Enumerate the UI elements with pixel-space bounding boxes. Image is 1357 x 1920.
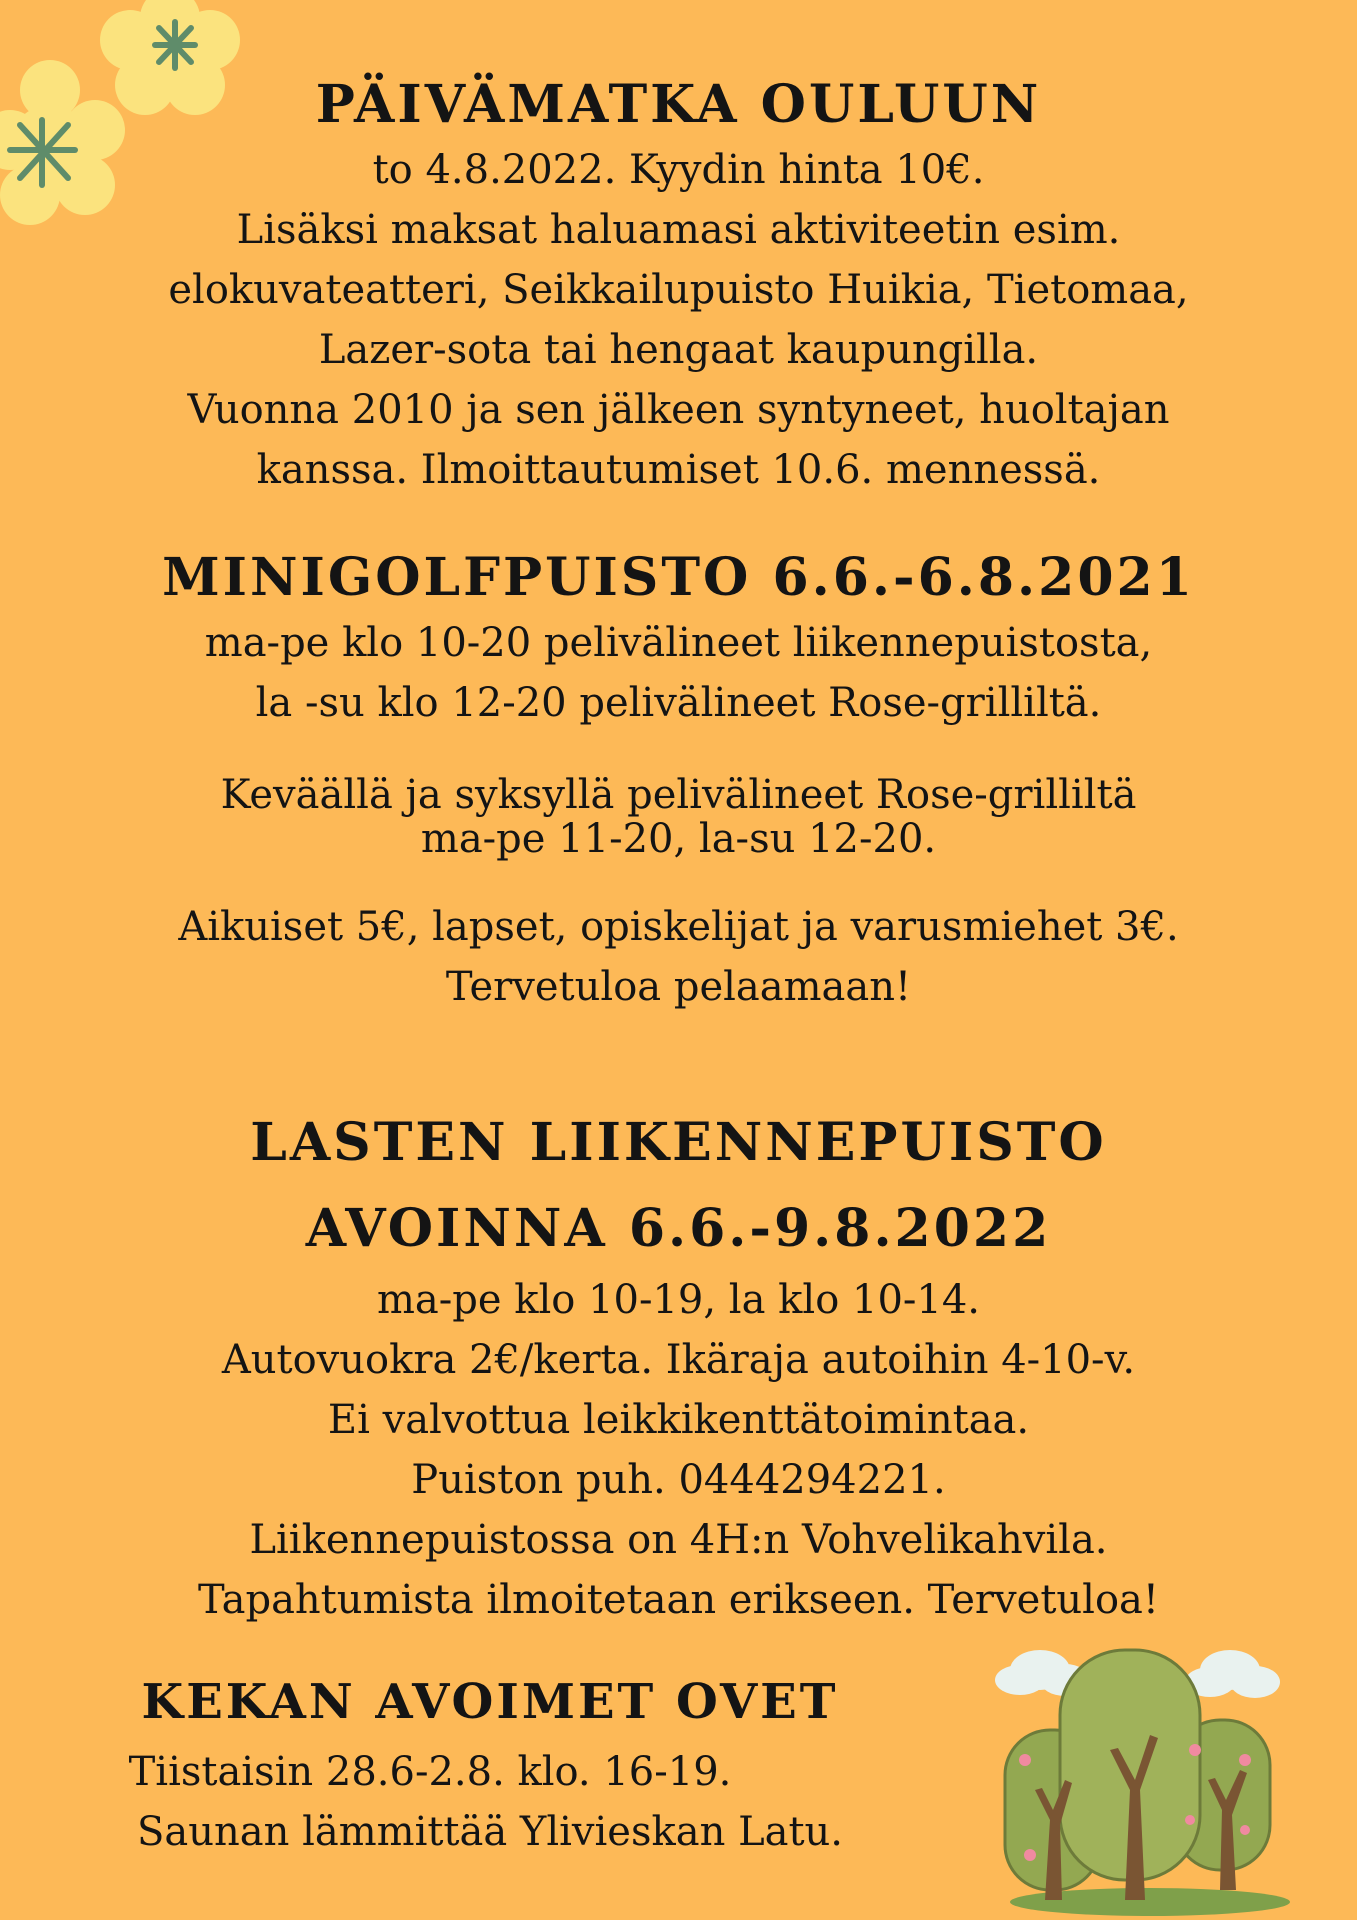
keka-section [60,1672,920,1862]
trip-line: Vuonna 2010 ja sen jälkeen syntyneet, huoltajan [187,387,1170,433]
trip-line: kanssa. Ilmoittautumiset 10.6. mennessä. [256,447,1101,493]
minigolf-section [0,543,1357,1017]
traffic-park-line: Liikennepuistossa on 4H:n Vohvelikahvila. [249,1517,1108,1563]
traffic-park-line: Autovuokra 2€/kerta. Ikäraja autoihin 4-10-v. [221,1337,1136,1383]
trip-title: PÄIVÄMATKA OULUUN [315,74,1042,135]
trees-icon [990,1640,1290,1920]
keka-line: Tiistaisin 28.6-2.8. klo. 16-19. [128,1749,732,1795]
traffic-park-section [0,1108,1357,1630]
traffic-park-line: Puiston puh. 0444294221. [411,1457,946,1503]
minigolf-line: Tervetuloa pelaamaan! [445,964,912,1010]
minigolf-line: Keväällä ja syksyllä pelivälineet Rose-grilliltä [220,772,1137,818]
keka-title: KEKAN AVOIMET OVET [141,1674,839,1730]
minigolf-line: la -su klo 12-20 pelivälineet Rose-grilliltä. [255,680,1102,726]
trip-line: elokuvateatteri, Seikkailupuisto Huikia, Tietomaa, [168,267,1189,313]
trip-section [0,70,1357,500]
keka-line: Saunan lämmittää Ylivieskan Latu. [136,1809,844,1855]
minigolf-title: MINIGOLFPUISTO 6.6.-6.8.2021 [162,547,1195,608]
trip-line: to 4.8.2022. Kyydin hinta 10€. [372,147,985,193]
minigolf-line: ma-pe klo 10-20 pelivälineet liikennepuistosta, [204,620,1153,666]
traffic-park-line: Ei valvottua leikkikenttätoimintaa. [327,1397,1030,1443]
traffic-park-line: Tapahtumista ilmoitetaan erikseen. Tervetuloa! [198,1577,1159,1623]
trip-line: Lisäksi maksat haluamasi aktiviteetin esim. [236,207,1121,253]
minigolf-line: Aikuiset 5€, lapset, opiskelijat ja varusmiehet 3€. [178,904,1179,950]
traffic-park-title: LASTEN LIIKENNEPUISTO [250,1112,1107,1173]
trip-line: Lazer-sota tai hengaat kaupungilla. [318,327,1039,373]
traffic-park-line: ma-pe klo 10-19, la klo 10-14. [376,1277,981,1323]
traffic-park-subtitle: AVOINNA 6.6.-9.8.2022 [305,1198,1052,1259]
minigolf-line: ma-pe 11-20, la-su 12-20. [420,816,937,862]
